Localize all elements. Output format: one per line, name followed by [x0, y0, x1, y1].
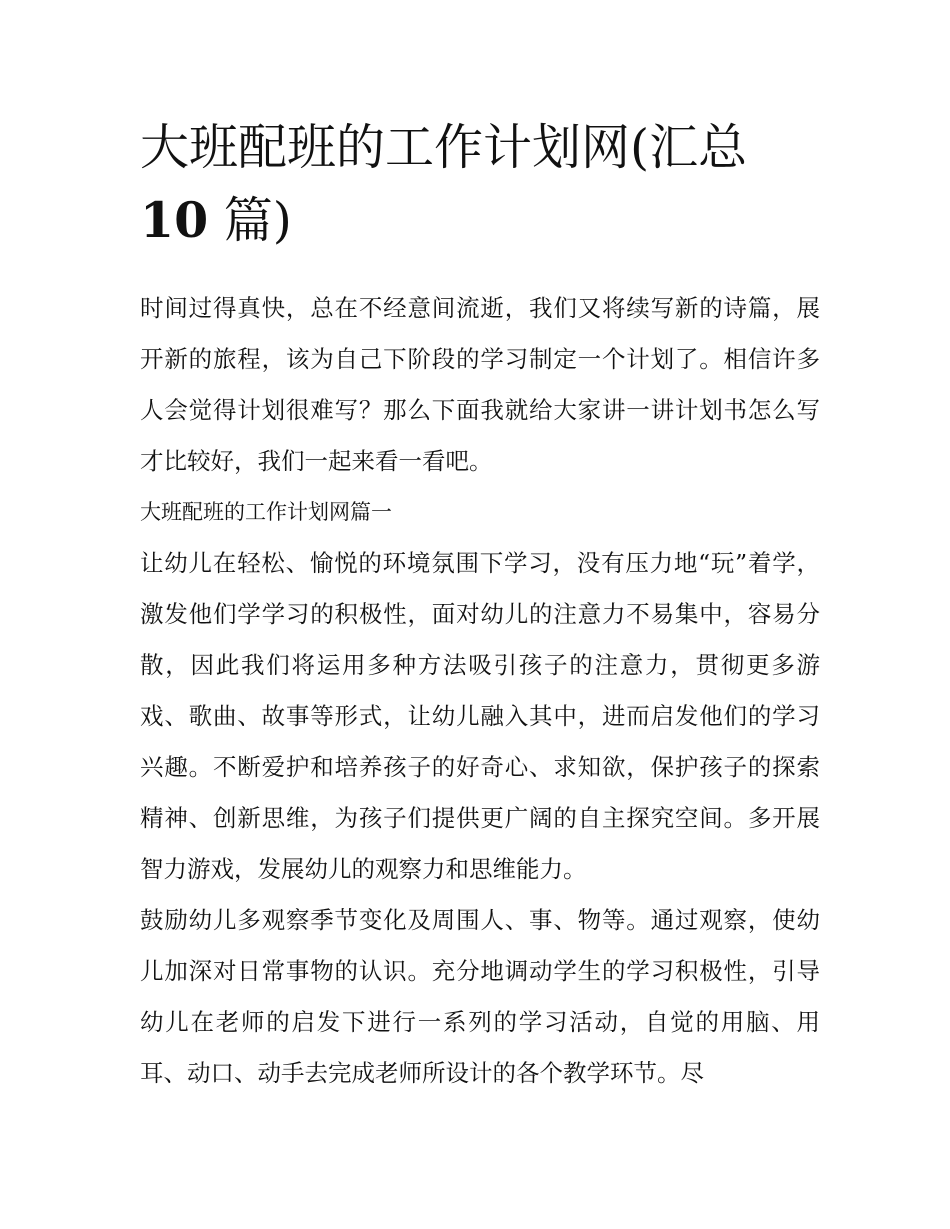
- section-paragraph-2: 鼓励幼儿多观察季节变化及周围人、事、物等。通过观察，使幼儿加深对日常事物的认识。充分地调动学生的学习积极性，引导幼儿在老师的启发下进行一系列的学习活动，自觉的用脑、用耳、动口、动手去完成老师所设计的各个教学环节。尽: [140, 906, 820, 1087]
- document-page: [140, 112, 820, 1099]
- section-heading: 大班配班的工作计划网篇一: [140, 500, 392, 524]
- title-text: 大班配班的工作计划网(汇总: [140, 119, 748, 176]
- title-line-2: [140, 184, 820, 257]
- title-number: 10: [140, 191, 209, 249]
- document-title: [140, 112, 820, 257]
- title-suffix: 篇): [223, 192, 292, 249]
- section-paragraph-1: 让幼儿在轻松、愉悦的环境氛围下学习，没有压力地“玩”着学，激发他们学学习的积极性，面对幼儿的注意力不易集中，容易分散，因此我们将运用多种方法吸引孩子的注意力，贯彻更多游戏、歌曲、故事等形式，让幼儿融入其中，进而启发他们的学习兴趣。不断爱护和培养孩子的好奇心、求知欲，保护孩子的探索精神、创新思维，为孩子们提供更广阔的自主探究空间。多开展智力游戏，发展幼儿的观察力和思维能力。: [140, 549, 820, 883]
- intro-paragraph: 时间过得真快，总在不经意间流逝，我们又将续写新的诗篇，展开新的旅程，该为自己下阶段的学习制定一个计划了。相信许多人会觉得计划很难写？那么下面我就给大家讲一讲计划书怎么写才比较好，我们一起来看一看吧。: [140, 294, 820, 475]
